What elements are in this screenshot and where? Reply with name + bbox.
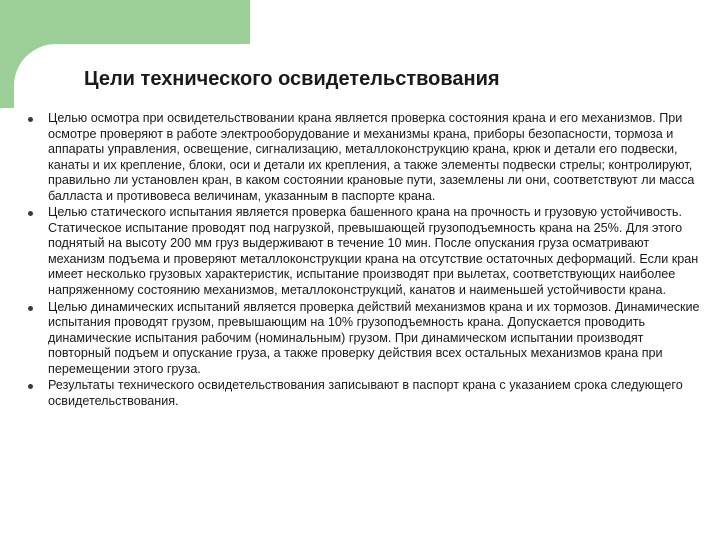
bullet-text: Целью осмотра при освидетельствовании крана является проверка состояния крана и его механизмов. При осмотре проверяют в работе электрооборудование и механизмы крана, приборы безопасности, тормоза и аппараты управления, освещение, сигнализацию, металлоконструкцию крана, крюк и детали его подвески, канаты и их крепление, блоки, оси и детали их крепления, а также элементы подвески стрелы; контролируют, правильно ли установлен кран, в каком состоянии крановые пути, заземлены ли они, соответствуют ли масса балласта и противовеса величинам, указанным в паспорте крана.: [48, 111, 695, 203]
bullet-item-dynamic-test: [28, 300, 700, 378]
bullet-dot-icon: [28, 384, 33, 389]
bullet-dot-icon: [28, 306, 33, 311]
bullet-item-inspection: [28, 111, 700, 204]
bullet-text: Целью статического испытания является проверка башенного крана на прочность и грузовую устойчивость. Статическое испытание проводят под нагрузкой, превышающей грузоподъемность крана на 25%. Для этого поднятый на высоту 200 мм груз выдерживают в течение 10 мин. После опускания груза осматривают механизм подъема и проверяют металлоконструкции крана на отсутствие остаточных деформаций. Если кран имеет несколько грузовых характеристик, испытание производят при вылетах, соответствующих наиболее напряженному состоянию механизмов, металлоконструкций, канатов и наименьшей устойчивости крана.: [48, 205, 699, 298]
bullet-list: [28, 111, 700, 410]
bullet-text: Целью динамических испытаний является проверка действий механизмов крана и их тормозов. Динамические испытания проводят грузом, превышающим на 10% грузоподъемность крана. Допускается проводить динамические испытания рабочим (номинальным) грузом. При динамическом испытании производят повторный подъем и опускание груза, а также проверку действия всех остальных механизмов крана при перемещении этого груза.: [48, 299, 700, 376]
bullet-item-results: [28, 378, 700, 409]
slide-title: Цели технического освидетельствования: [84, 68, 500, 90]
bullet-item-static-test: [28, 205, 700, 298]
bullet-dot-icon: [28, 117, 33, 122]
bullet-dot-icon: [28, 211, 33, 216]
bullet-text: Результаты технического освидетельствования записывают в паспорт крана с указанием срока следующего освидетельствования.: [48, 378, 683, 408]
